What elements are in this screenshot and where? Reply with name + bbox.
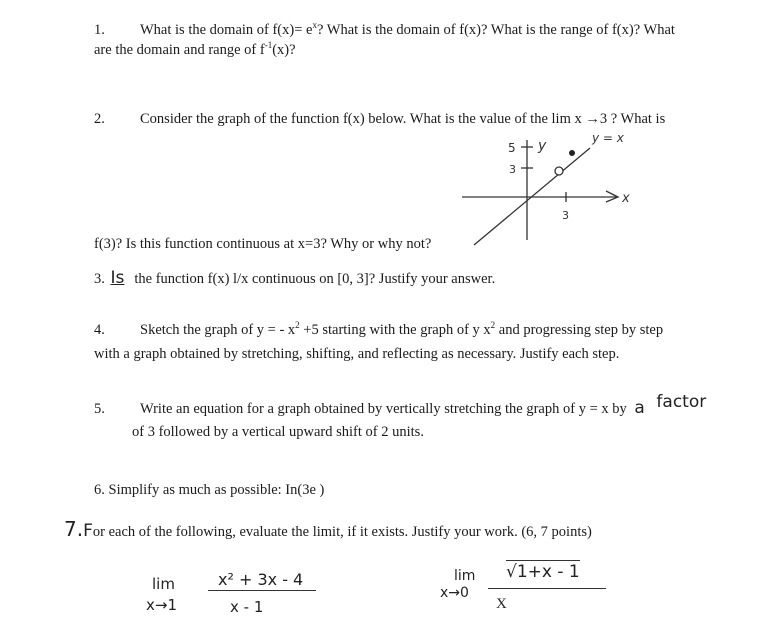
question-7-handwritten-F: F — [83, 521, 93, 541]
graph-line-y-equals-x — [474, 148, 590, 245]
question-6-line: 6. Simplify as much as possible: In(3e ) — [94, 482, 325, 498]
question-2-number: 2. — [94, 111, 105, 127]
limit-a-fraction-bar — [208, 590, 316, 591]
question-5-handwritten-a: a — [634, 398, 645, 418]
question-5-line-1 — [94, 392, 707, 418]
question-7-line — [64, 517, 592, 541]
question-3-text: the function f(x) l/x continuous on [0, 3]? Justify your answer. — [134, 271, 496, 287]
question-3-handwritten-is: Is — [110, 268, 125, 288]
question-1-exponent: x — [312, 20, 317, 30]
graph-tick-3-label: 3 — [509, 163, 516, 176]
question-5-handwritten-factor: factor — [656, 392, 707, 412]
limit-b-denominator: X — [496, 596, 507, 612]
question-1-text-d: (x)? — [272, 42, 296, 58]
limit-a-lim: lim — [152, 575, 175, 593]
question-4-text-c: and progressing step by step — [495, 322, 664, 338]
question-4-text-a: Sketch the graph of y = - x — [140, 322, 296, 338]
graph-x-tick-3-label: 3 — [562, 209, 569, 222]
graph-x-axis-label: x — [622, 191, 630, 206]
question-4-line-1 — [94, 320, 663, 339]
graph-open-circle — [555, 167, 563, 175]
question-2-line-1 — [94, 111, 665, 128]
limit-b-approach: x→0 — [440, 585, 469, 601]
question-1-line-2 — [94, 40, 296, 59]
question-4-number: 4. — [94, 322, 105, 338]
question-1-text-c: are the domain and range of f — [94, 42, 265, 58]
question-3-number: 3. — [94, 271, 105, 287]
graph-line-label: y = x — [592, 131, 624, 145]
limit-a-numerator: x² + 3x - 4 — [218, 570, 304, 589]
limit-b-lim: lim — [454, 568, 476, 584]
question-4-text-b: +5 starting with the graph of y x — [299, 322, 491, 338]
limit-a-denominator: x - 1 — [230, 598, 264, 616]
question-4-exponent-2: 2 — [490, 320, 496, 330]
question-1-line-1 — [94, 20, 675, 39]
question-2-line-2: f(3)? Is this function continuous at x=3? Why or why not? — [94, 236, 432, 252]
question-1-number: 1. — [94, 22, 105, 38]
limit-b-numerator: √1+x - 1 — [506, 562, 580, 582]
question-1-text-b: ? What is the domain of f(x)? What is the range of f(x)? What — [316, 22, 675, 38]
question-1-text-a: What is the domain of f(x)= e — [140, 22, 313, 38]
question-4-exponent-1: 2 — [295, 320, 300, 330]
limit-b-fraction-bar — [488, 588, 606, 589]
question-7-text: or each of the following, evaluate the limit, if it exists. Justify your work. (6, 7 points) — [92, 524, 592, 540]
graph-tick-5-label: 5 — [508, 141, 516, 155]
question-5-line-2: of 3 followed by a vertical upward shift of 2 units. — [132, 424, 424, 440]
question-5-text: Write an equation for a graph obtained by vertically stretching the graph of y = x by — [140, 401, 627, 417]
graph-y-axis-label: y — [538, 138, 547, 154]
question-2-text: Consider the graph of the function f(x) below. What is the value of the lim x →3 ? What is — [140, 111, 666, 127]
limit-a-approach: x→1 — [146, 596, 177, 614]
question-7-handwritten-number: 7. — [64, 517, 84, 541]
question-3-line — [94, 268, 495, 288]
question-1-inverse-exponent: -1 — [264, 40, 273, 50]
graph-filled-point — [569, 150, 575, 156]
graph-x-axis-arrow — [606, 191, 618, 202]
question-4-line-2: with a graph obtained by stretching, shifting, and reflecting as necessary. Justify each step. — [94, 346, 620, 362]
question-5-number: 5. — [94, 401, 105, 417]
